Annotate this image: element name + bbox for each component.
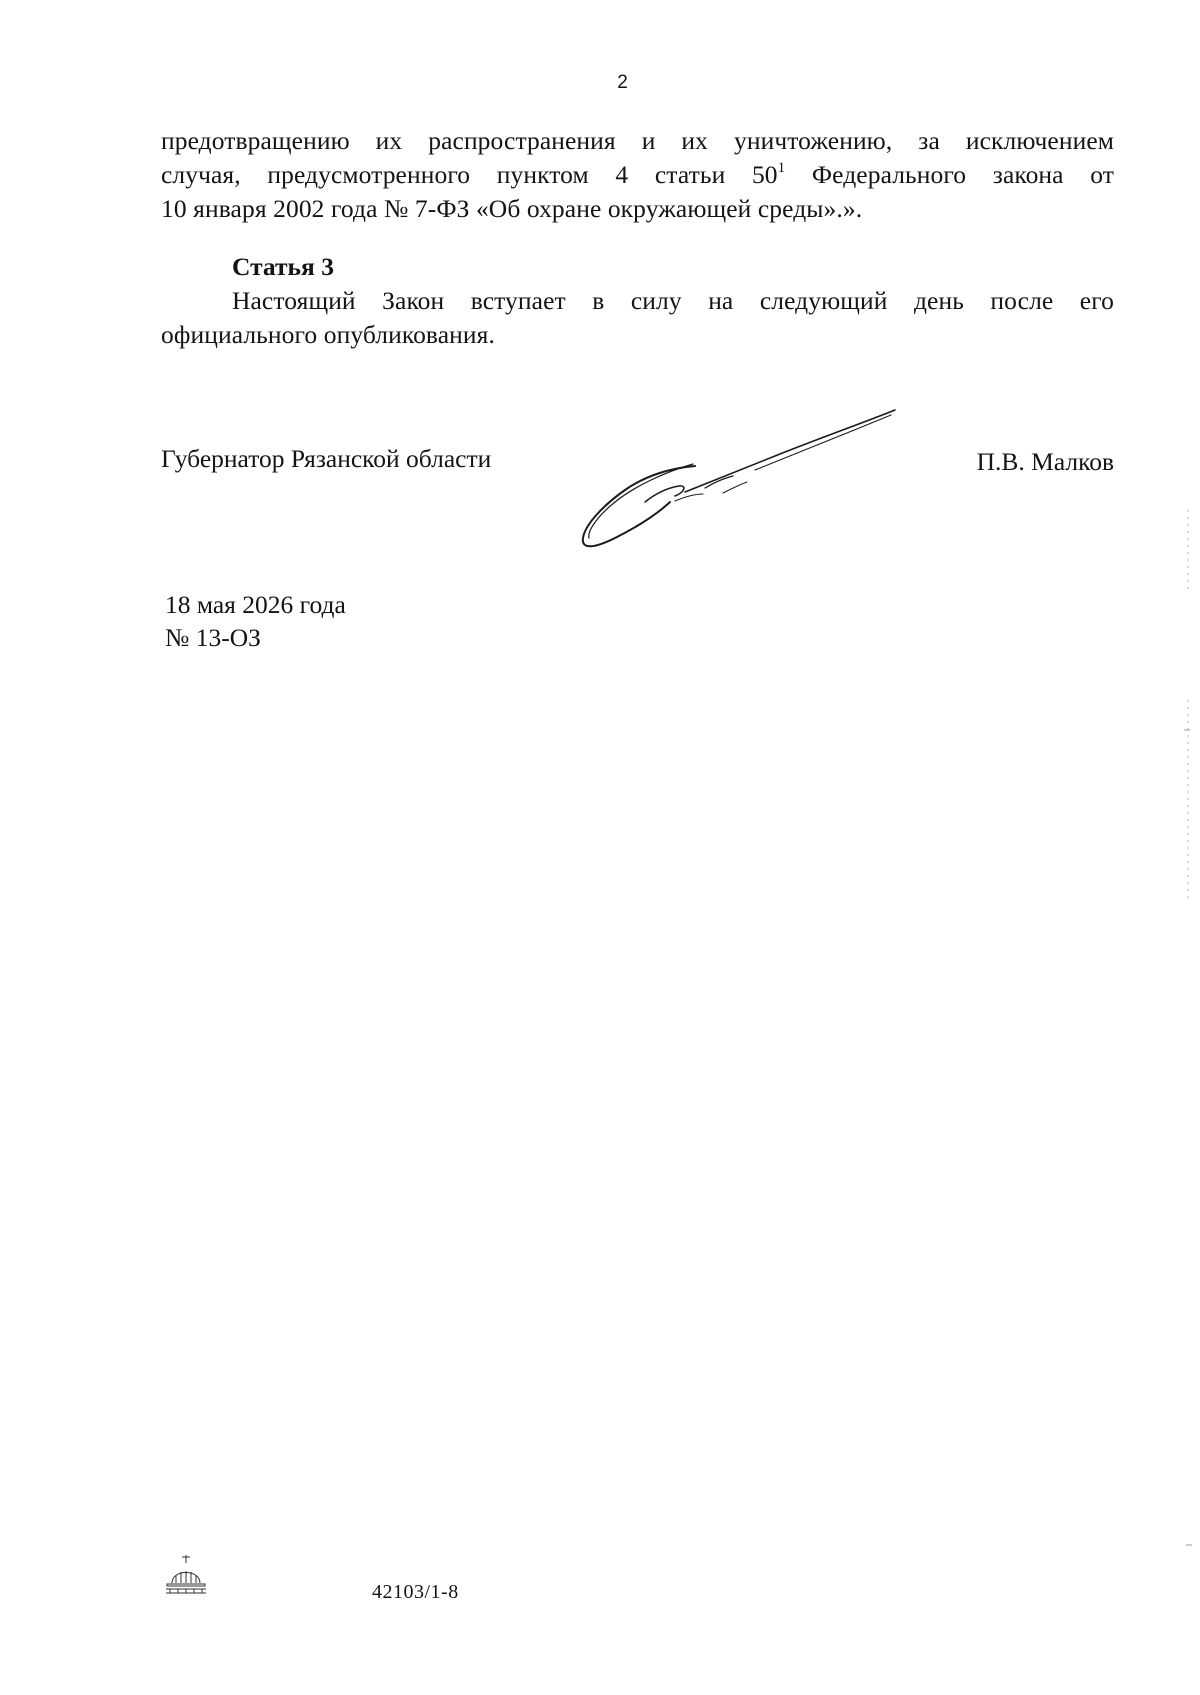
law-date-block [165, 588, 346, 654]
paragraph-line-text: Федерального закона от [785, 160, 1114, 189]
signer-name: П.В. Малков [976, 447, 1114, 476]
printer-emblem-icon [164, 1553, 208, 1599]
law-date: 18 мая 2026 года [165, 590, 346, 619]
article-heading: Статья 3 [232, 252, 334, 281]
scan-edge-marks [1170, 0, 1200, 1695]
article-superscript: 1 [777, 159, 786, 176]
paragraph-line [161, 158, 1114, 192]
paragraph-line-text: случая, предусмотренного пунктом 4 статьи 50 [161, 160, 778, 189]
paragraph-line: Настоящий Закон вступает в силу на следующий день после его [232, 286, 1114, 315]
document-code: 42103/1-8 [372, 1581, 459, 1603]
paragraph-line: 10 января 2002 года № 7-ФЗ «Об охране окружающей среды».». [161, 194, 863, 223]
paragraph-continuation [161, 124, 1114, 226]
article-text [161, 284, 1114, 352]
law-number: № 13-ОЗ [165, 623, 261, 652]
page-number: 2 [617, 72, 628, 93]
handwritten-signature [575, 398, 905, 558]
paragraph-line: предотвращению их распространения и их уничтожению, за исключением [161, 126, 1114, 155]
paragraph-line: официального опубликования. [161, 320, 495, 349]
signer-title: Губернатор Рязанской области [161, 444, 492, 473]
